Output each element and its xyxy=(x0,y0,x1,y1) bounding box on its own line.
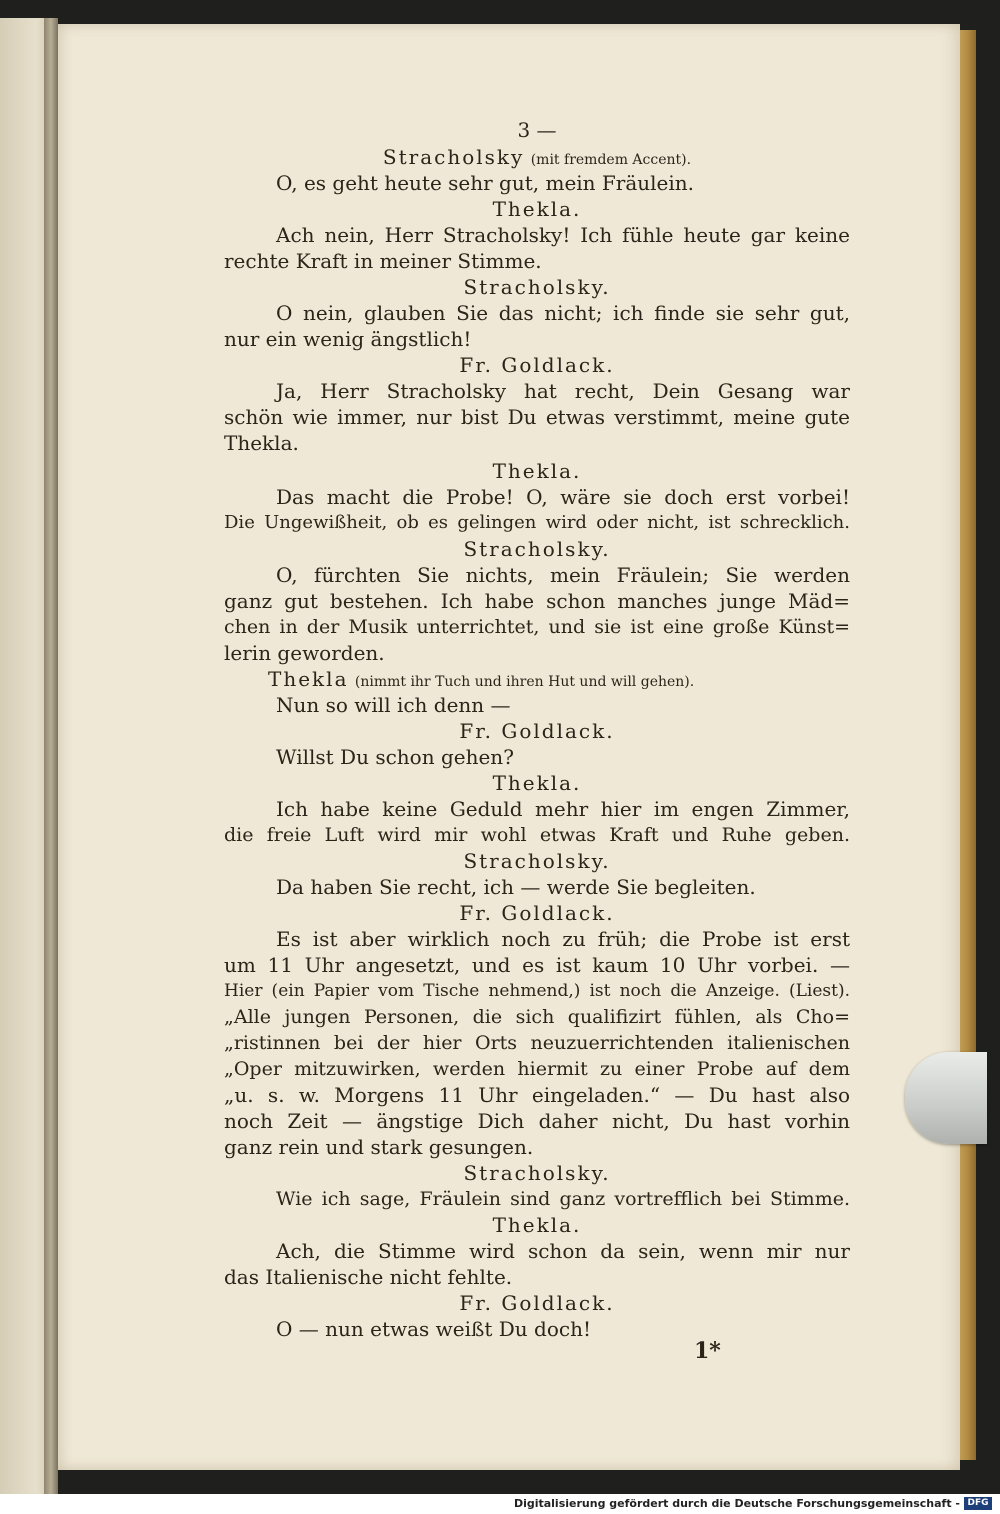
dialogue-line: Es ist aber wirklich noch zu früh; die Probe ist erst xyxy=(276,927,850,951)
dialogue-line: Da haben Sie recht, ich — werde Sie begleiten. xyxy=(276,875,756,899)
dialogue-line: Willst Du schon gehen? xyxy=(276,745,514,769)
dialogue-line: ganz gut bestehen. Ich habe schon manches junge Mäd= xyxy=(224,589,850,613)
dialogue-line: Ach nein, Herr Stracholsky! Ich fühle heute gar keine xyxy=(276,223,850,247)
footer-credit: Digitalisierung gefördert durch die Deutsche Forschungsgemeinschaft - xyxy=(513,1497,960,1510)
dialogue-line: Das macht die Probe! O, wäre sie doch erst vorbei! xyxy=(276,485,850,509)
dialogue-line: ganz rein und stark gesungen. xyxy=(224,1135,534,1159)
signature-mark: 1* xyxy=(694,1338,721,1364)
speaker-line: Thekla. xyxy=(492,459,582,483)
footer-bar xyxy=(0,1494,1000,1514)
page-clip xyxy=(905,1052,987,1144)
dialogue-line: Die Ungewißheit, ob es gelingen wird oder nicht, ist schrecklich. xyxy=(224,512,850,533)
speaker-line: Stracholsky. xyxy=(463,849,611,873)
dialogue-line: „ristinnen bei der hier Orts neuzuerrichtenden italienischen xyxy=(224,1032,850,1054)
speaker-line: Fr. Goldlack. xyxy=(459,1291,615,1315)
stage-direction: (mit fremdem Accent). xyxy=(530,152,692,168)
dialogue-line: Nun so will ich denn — xyxy=(276,693,511,717)
dialogue-line: Ja, Herr Stracholsky hat recht, Dein Gesang war xyxy=(276,379,850,403)
dfg-logo: DFG xyxy=(964,1497,992,1510)
speaker-line: Thekla. xyxy=(492,197,582,221)
speaker-line: Stracholsky. xyxy=(463,1161,611,1185)
speaker-line: Fr. Goldlack. xyxy=(459,719,615,743)
dialogue-line: rechte Kraft in meiner Stimme. xyxy=(224,249,542,273)
dialogue-line: die freie Luft wird mir wohl etwas Kraft und Ruhe geben. xyxy=(224,824,850,846)
dialogue-line: „Alle jungen Personen, die sich qualifizirt fühlen, als Cho= xyxy=(224,1006,850,1028)
book-gutter xyxy=(44,18,58,1494)
dialogue-line: „Oper mitzuwirken, werden hiermit zu einer Probe auf dem xyxy=(224,1058,850,1080)
dialogue-line: Wie ich sage, Fräulein sind ganz vortrefflich bei Stimme. xyxy=(276,1188,850,1210)
stage-direction: (nimmt ihr Tuch und ihren Hut und will gehen). xyxy=(354,674,695,690)
dialogue-line: nur ein wenig ängstlich! xyxy=(224,327,472,351)
speaker-line: Stracholsky. xyxy=(463,275,611,299)
dialogue-line: Hier (ein Papier vom Tische nehmend,) ist noch die Anzeige. (Liest). xyxy=(224,981,850,1001)
dialogue-line: O — nun etwas weißt Du doch! xyxy=(276,1317,591,1341)
speaker-line: Fr. Goldlack. xyxy=(459,901,615,925)
speaker-line: Thekla. xyxy=(492,1213,582,1237)
page-number: 3 — xyxy=(517,118,557,142)
speaker-line: Thekla. xyxy=(492,771,582,795)
dialogue-line: lerin geworden. xyxy=(224,641,385,665)
dialogue-line: Ich habe keine Geduld mehr hier im engen Zimmer, xyxy=(276,797,850,821)
speaker-line: Stracholsky. xyxy=(463,537,611,561)
dialogue-line: O, fürchten Sie nichts, mein Fräulein; Sie werden xyxy=(276,563,850,587)
dialogue-line: chen in der Musik unterrichtet, und sie ist eine große Künst= xyxy=(224,616,850,638)
dialogue-line: O, es geht heute sehr gut, mein Fräulein. xyxy=(276,171,695,195)
dialogue-line: das Italienische nicht fehlte. xyxy=(224,1265,513,1289)
dialogue-line: Thekla. xyxy=(224,431,299,455)
dialogue-line: schön wie immer, nur bist Du etwas verstimmt, meine gute xyxy=(224,405,850,429)
dialogue-line: um 11 Uhr angesetzt, und es ist kaum 10 Uhr vorbei. — xyxy=(224,953,850,977)
book-page xyxy=(58,24,960,1470)
speaker-name: Thekla xyxy=(268,667,349,691)
dialogue-line: „u. s. w. Morgens 11 Uhr eingeladen.“ — Du hast also xyxy=(224,1083,850,1107)
dialogue-line: Ach, die Stimme wird schon da sein, wenn mir nur xyxy=(276,1239,850,1263)
speaker-line xyxy=(224,666,850,692)
dialogue-line: noch Zeit — ängstige Dich daher nicht, Du hast vorhin xyxy=(224,1109,850,1133)
speaker-name: Stracholsky xyxy=(382,145,525,169)
speaker-line xyxy=(224,144,850,170)
speaker-line: Fr. Goldlack. xyxy=(459,353,615,377)
dialogue-line: O nein, glauben Sie das nicht; ich finde sie sehr gut, xyxy=(276,301,850,325)
